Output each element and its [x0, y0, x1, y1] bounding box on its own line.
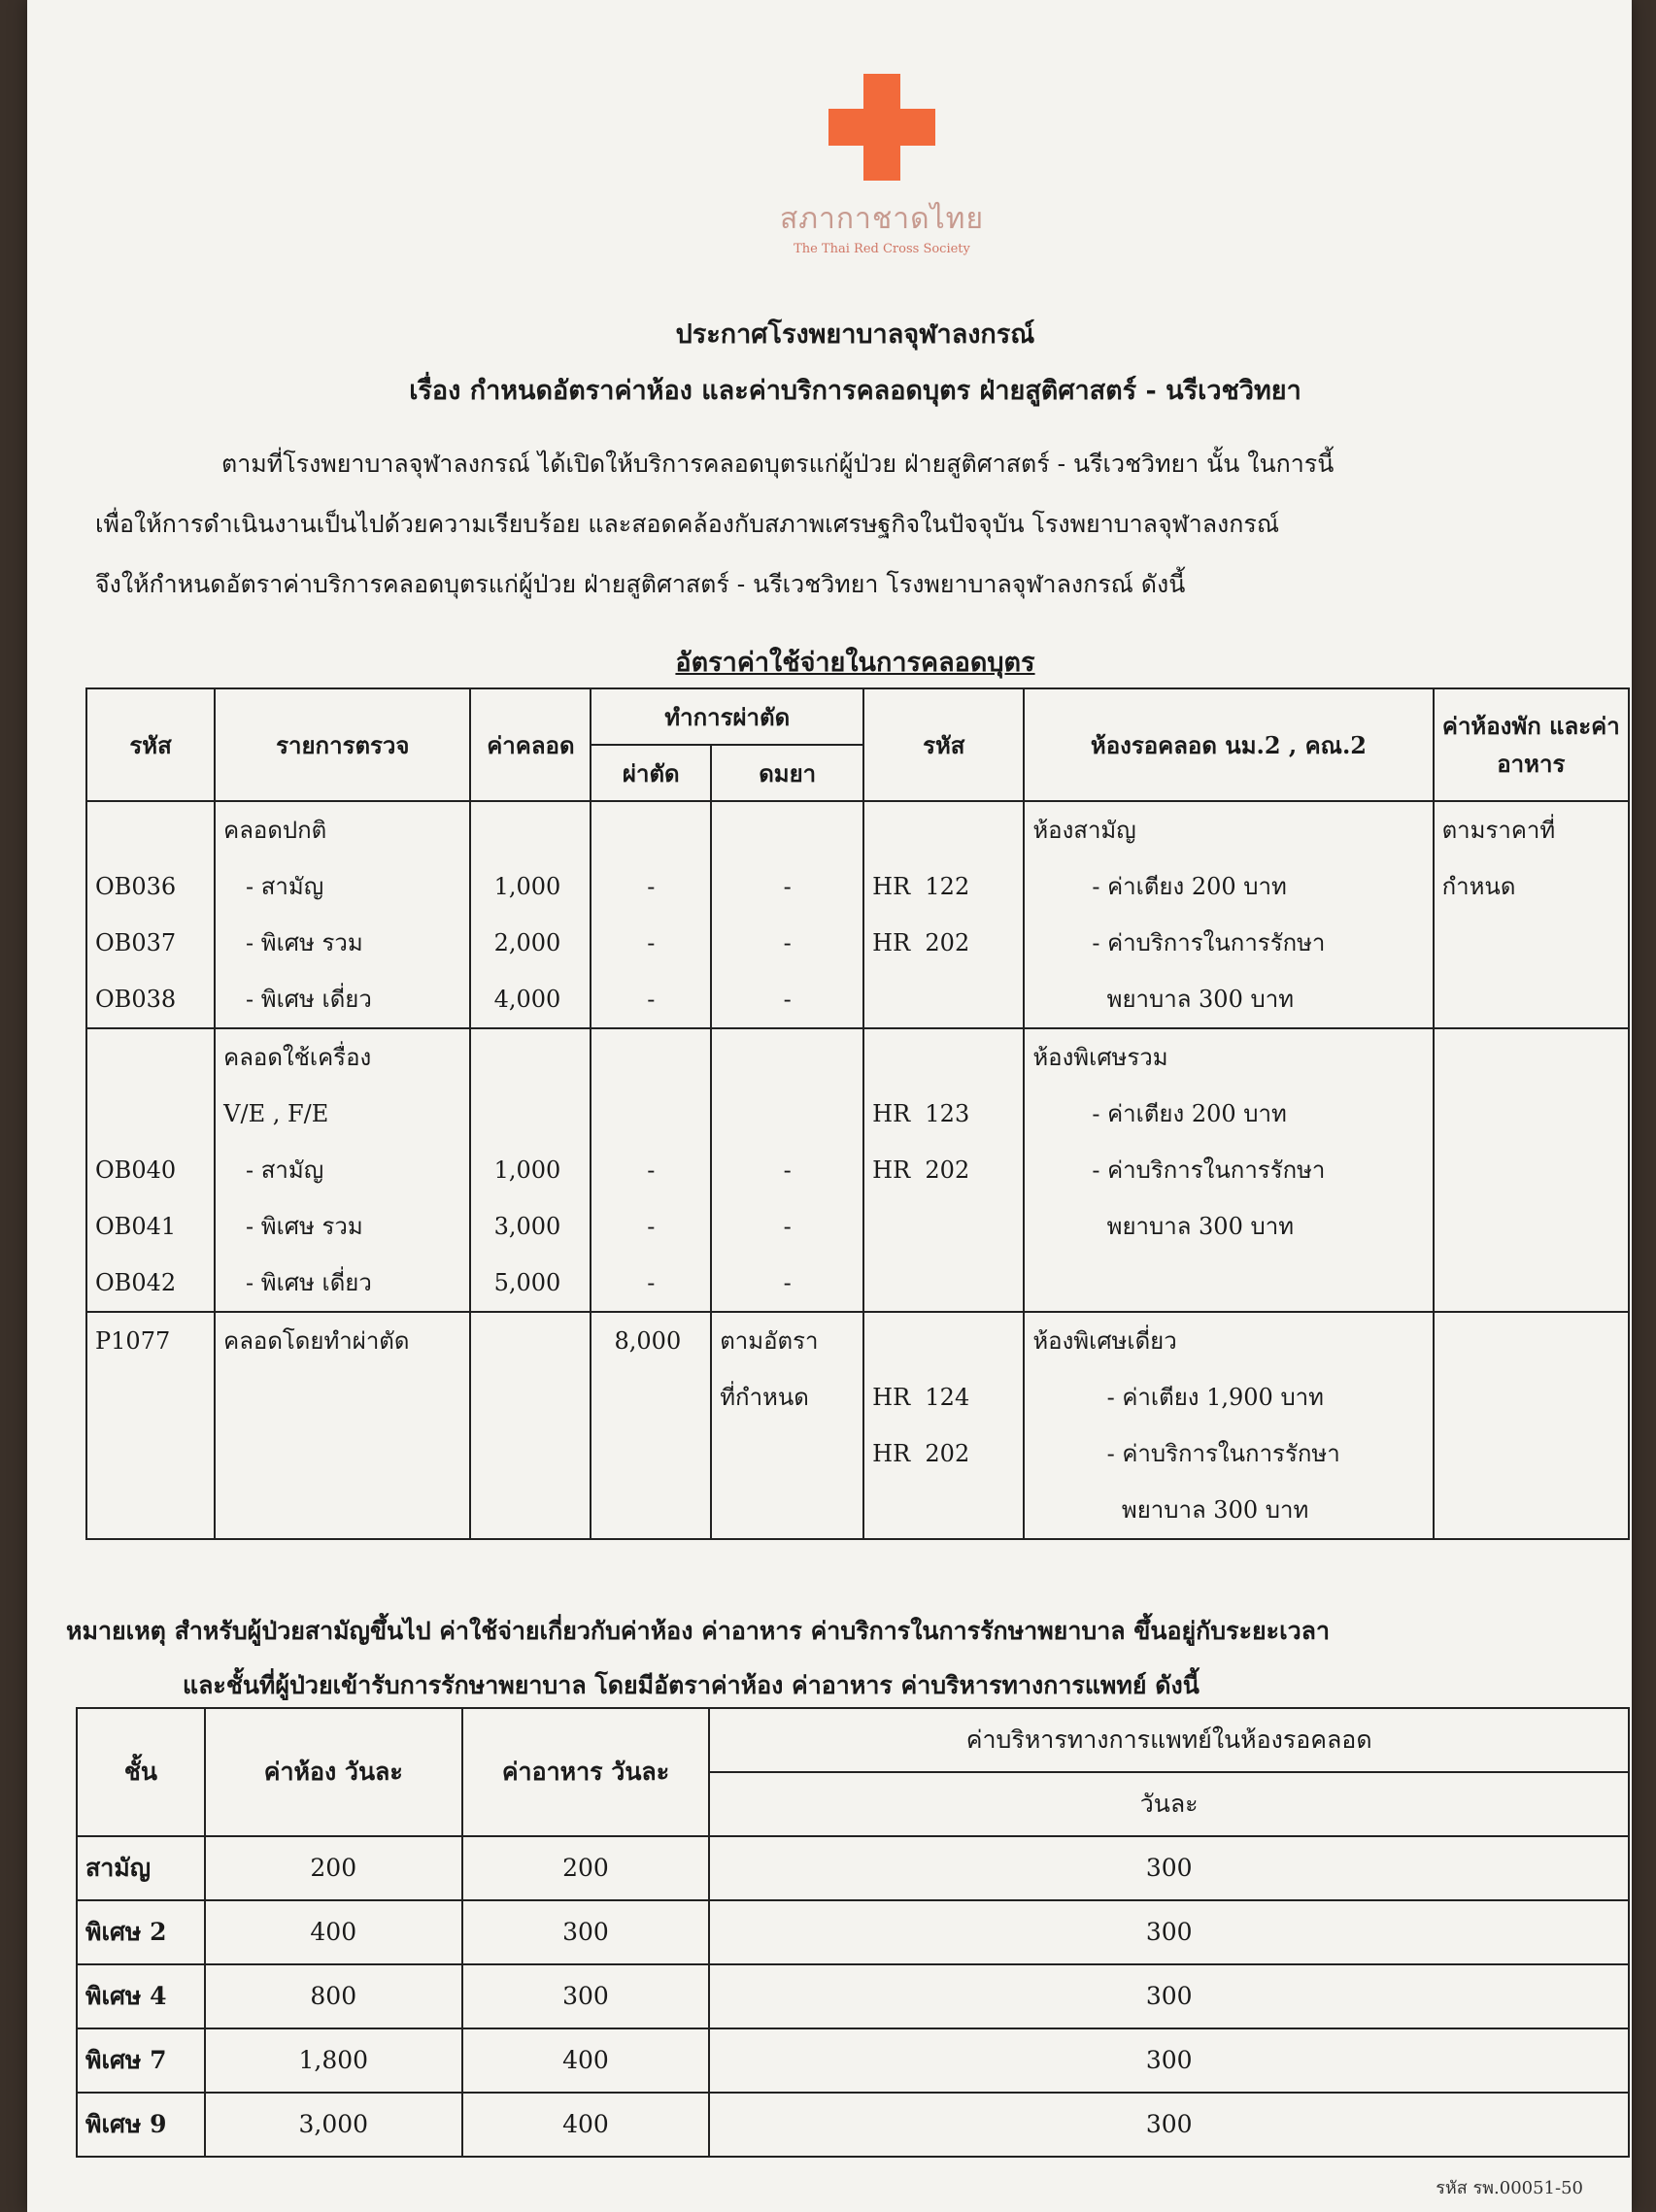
header-food-rate: ค่าอาหาร วันละ [462, 1708, 710, 1836]
header-medical-per-day: วันละ [709, 1772, 1629, 1836]
table-row [86, 1369, 1629, 1425]
header-medical-fee: ค่าบริหารทางการแพทย์ในห้องรอคลอด [709, 1708, 1629, 1772]
cell-medical: 300 [709, 1964, 1629, 2028]
header-code: รหัส [86, 688, 215, 801]
delivery-cost-table [85, 687, 1630, 1540]
cell-food [1434, 915, 1629, 971]
cell-rcode [863, 1255, 1024, 1312]
header-delivery-fee: ค่าคลอด [470, 688, 591, 801]
intro-line-2: เพื่อให้การดำเนินงานเป็นไปด้วยความเรียบร้อย และสอดคล้องกับสภาพเศรษฐกิจในปัจจุบัน โรงพยาบาลจุฬาลงกรณ์ [95, 510, 1280, 538]
cell-item: - พิเศษ รวม [215, 915, 470, 971]
table-row [86, 1028, 1629, 1086]
table-row [86, 1198, 1629, 1255]
cell-rcode: HR 202 [863, 1142, 1024, 1198]
cell-code [86, 1086, 215, 1142]
header-room-code: รหัส [863, 688, 1024, 801]
header-items: รายการตรวจ [215, 688, 470, 801]
cell-room: - ค่าบริการในการรักษา [1024, 915, 1433, 971]
cell-food: 200 [462, 1836, 710, 1900]
cell-food [1434, 1255, 1629, 1312]
cell-rcode: HR 202 [863, 915, 1024, 971]
cell-op: - [591, 1142, 711, 1198]
cell-item [215, 1369, 470, 1425]
cell-fee: 5,000 [470, 1255, 591, 1312]
cell-food [1434, 1369, 1629, 1425]
cell-room: - ค่าเตียง 1,900 บาท [1024, 1369, 1433, 1425]
cell-anes [711, 1425, 863, 1482]
cell-food: 300 [462, 1900, 710, 1964]
cell-code: OB037 [86, 915, 215, 971]
cell-room: 3,000 [205, 2093, 462, 2157]
table-row [86, 801, 1629, 858]
cell-op [591, 1028, 711, 1086]
cell-op: - [591, 915, 711, 971]
cell-item: คลอดใช้เครื่อง [215, 1028, 470, 1086]
cell-rcode [863, 1028, 1024, 1086]
cell-code: P1077 [86, 1312, 215, 1369]
cell-food: 300 [462, 1964, 710, 2028]
cell-item: คลอดปกติ [215, 801, 470, 858]
cell-item [215, 1425, 470, 1482]
cell-anes: - [711, 1255, 863, 1312]
cell-item: คลอดโดยทำผ่าตัด [215, 1312, 470, 1369]
cell-item: V/E , F/E [215, 1086, 470, 1142]
cell-anes: - [711, 1142, 863, 1198]
header-surgery-op: ผ่าตัด [591, 745, 711, 801]
cell-food [1434, 1028, 1629, 1086]
cell-code: OB040 [86, 1142, 215, 1198]
cell-fee [470, 1028, 591, 1086]
announcement-title: ประกาศโรงพยาบาลจุฬาลงกรณ์ [675, 319, 1035, 350]
cell-item [215, 1482, 470, 1539]
announcement-subject: เรื่อง กำหนดอัตราค่าห้อง และค่าบริการคลอดบุตร ฝ่ายสูติศาสตร์ - นรีเวชวิทยา [409, 376, 1301, 406]
table-row [86, 1142, 1629, 1198]
cell-anes: - [711, 971, 863, 1028]
cell-room: พยาบาล 300 บาท [1024, 971, 1433, 1028]
cell-class: พิเศษ 4 [77, 1964, 205, 2028]
form-code: รหัส รพ.00051-50 [1436, 2178, 1583, 2198]
cell-item: - พิเศษ เดี่ยว [215, 971, 470, 1028]
cell-fee: 1,000 [470, 1142, 591, 1198]
cell-op: - [591, 1198, 711, 1255]
cell-food: กำหนด [1434, 858, 1629, 915]
cell-code [86, 801, 215, 858]
cell-room: พยาบาล 300 บาท [1024, 1482, 1433, 1539]
cell-room: ห้องพิเศษเดี่ยว [1024, 1312, 1433, 1369]
cell-medical: 300 [709, 2093, 1629, 2157]
cell-rcode: HR 122 [863, 858, 1024, 915]
cell-class: สามัญ [77, 1836, 205, 1900]
cell-food: ตามราคาที่ [1434, 801, 1629, 858]
table-row [86, 1482, 1629, 1539]
cell-code [86, 1425, 215, 1482]
cell-rcode: HR 123 [863, 1086, 1024, 1142]
cell-room: ห้องสามัญ [1024, 801, 1433, 858]
room-rate-table [76, 1707, 1630, 2158]
cell-food [1434, 1482, 1629, 1539]
table-row [77, 1836, 1629, 1900]
logo-english-name: The Thai Red Cross Society [794, 242, 970, 256]
cell-class: พิเศษ 2 [77, 1900, 205, 1964]
table-row [77, 2028, 1629, 2093]
cell-room: - ค่าเตียง 200 บาท [1024, 1086, 1433, 1142]
cell-room: 800 [205, 1964, 462, 2028]
cell-item: - สามัญ [215, 1142, 470, 1198]
cell-item: - สามัญ [215, 858, 470, 915]
cell-anes: - [711, 1198, 863, 1255]
cell-anes [711, 801, 863, 858]
header-surgery-anesthesia: ดมยา [711, 745, 863, 801]
table-row [86, 1312, 1629, 1369]
red-cross-icon [828, 74, 935, 181]
header-room-food: ค่าห้องพัก และค่าอาหาร [1434, 688, 1629, 801]
note-line-2: และชั้นที่ผู้ป่วยเข้ารับการรักษาพยาบาล โดยมีอัตราค่าห้อง ค่าอาหาร ค่าบริหารทางการแพทย์ ดังนี้ [183, 1671, 1200, 1699]
cell-food [1434, 1425, 1629, 1482]
cell-op [591, 1482, 711, 1539]
document-page [27, 0, 1632, 2212]
cell-rcode [863, 1482, 1024, 1539]
cell-code [86, 1482, 215, 1539]
cell-room: 200 [205, 1836, 462, 1900]
cell-op: - [591, 971, 711, 1028]
cell-fee: 2,000 [470, 915, 591, 971]
cell-rcode [863, 1312, 1024, 1369]
intro-line-1: ตามที่โรงพยาบาลจุฬาลงกรณ์ ได้เปิดให้บริการคลอดบุตรแก่ผู้ป่วย ฝ่ายสูติศาสตร์ - นรีเวชวิทยา นั้น ในการนี้ [221, 450, 1335, 478]
header-class: ชั้น [77, 1708, 205, 1836]
cell-rcode [863, 801, 1024, 858]
cell-food: 400 [462, 2093, 710, 2157]
cell-room: 1,800 [205, 2028, 462, 2093]
cell-code: OB041 [86, 1198, 215, 1255]
table-row [77, 1900, 1629, 1964]
cell-room: ห้องพิเศษรวม [1024, 1028, 1433, 1086]
cell-anes [711, 1086, 863, 1142]
header-room: ห้องรอคลอด นม.2 , คณ.2 [1024, 688, 1433, 801]
thai-red-cross-logo [765, 74, 998, 256]
table-row [86, 915, 1629, 971]
cell-food [1434, 1198, 1629, 1255]
cell-anes: - [711, 858, 863, 915]
cell-op [591, 1369, 711, 1425]
cell-fee [470, 801, 591, 858]
cell-op: - [591, 1255, 711, 1312]
cell-fee [470, 1425, 591, 1482]
cell-room: - ค่าบริการในการรักษา [1024, 1425, 1433, 1482]
cell-fee: 1,000 [470, 858, 591, 915]
table-row [77, 1964, 1629, 2028]
cell-rcode [863, 1198, 1024, 1255]
cell-fee [470, 1312, 591, 1369]
cell-class: พิเศษ 7 [77, 2028, 205, 2093]
cell-fee: 4,000 [470, 971, 591, 1028]
table-row [86, 971, 1629, 1028]
cell-fee [470, 1369, 591, 1425]
cell-food [1434, 1142, 1629, 1198]
cell-rcode [863, 971, 1024, 1028]
cell-rcode: HR 202 [863, 1425, 1024, 1482]
cell-anes: ที่กำหนด [711, 1369, 863, 1425]
cell-anes: ตามอัตรา [711, 1312, 863, 1369]
cell-class: พิเศษ 9 [77, 2093, 205, 2157]
cell-medical: 300 [709, 1900, 1629, 1964]
cell-op: - [591, 858, 711, 915]
cell-fee: 3,000 [470, 1198, 591, 1255]
cell-anes [711, 1028, 863, 1086]
cell-medical: 300 [709, 2028, 1629, 2093]
cell-code: OB036 [86, 858, 215, 915]
table-row [86, 1086, 1629, 1142]
cell-food [1434, 1086, 1629, 1142]
table-row [86, 858, 1629, 915]
cell-food [1434, 1312, 1629, 1369]
cell-anes [711, 1482, 863, 1539]
table-row [86, 1255, 1629, 1312]
cell-room: 400 [205, 1900, 462, 1964]
cell-room: - ค่าเตียง 200 บาท [1024, 858, 1433, 915]
cell-room: - ค่าบริการในการรักษา [1024, 1142, 1433, 1198]
cell-op [591, 1086, 711, 1142]
cell-food [1434, 971, 1629, 1028]
cell-op [591, 1425, 711, 1482]
table1-title: อัตราค่าใช้จ่ายในการคลอดบุตร [675, 648, 1035, 678]
cell-room: พยาบาล 300 บาท [1024, 1198, 1433, 1255]
cell-fee [470, 1482, 591, 1539]
cell-anes: - [711, 915, 863, 971]
cell-rcode: HR 124 [863, 1369, 1024, 1425]
note-line-1: หมายเหตุ สำหรับผู้ป่วยสามัญขึ้นไป ค่าใช้จ่ายเกี่ยวกับค่าห้อง ค่าอาหาร ค่าบริการในการรักษาพยาบาล ขึ้นอยู่กับระยะเวลา [66, 1617, 1331, 1645]
cell-op [591, 801, 711, 858]
logo-thai-name: สภากาชาดไทย [779, 202, 985, 236]
cell-food: 400 [462, 2028, 710, 2093]
table-row [86, 1425, 1629, 1482]
intro-line-3: จึงให้กำหนดอัตราค่าบริการคลอดบุตรแก่ผู้ป่วย ฝ่ายสูติศาสตร์ - นรีเวชวิทยา โรงพยาบาลจุฬาลงกรณ์ ดังนี้ [95, 570, 1186, 598]
header-surgery: ทำการผ่าตัด [591, 688, 863, 745]
table-row [77, 2093, 1629, 2157]
header-room-rate: ค่าห้อง วันละ [205, 1708, 462, 1836]
cell-code [86, 1369, 215, 1425]
cell-op: 8,000 [591, 1312, 711, 1369]
cell-code: OB038 [86, 971, 215, 1028]
cell-item: - พิเศษ เดี่ยว [215, 1255, 470, 1312]
cell-code: OB042 [86, 1255, 215, 1312]
cell-room [1024, 1255, 1433, 1312]
cell-medical: 300 [709, 1836, 1629, 1900]
cell-item: - พิเศษ รวม [215, 1198, 470, 1255]
cell-fee [470, 1086, 591, 1142]
cell-code [86, 1028, 215, 1086]
